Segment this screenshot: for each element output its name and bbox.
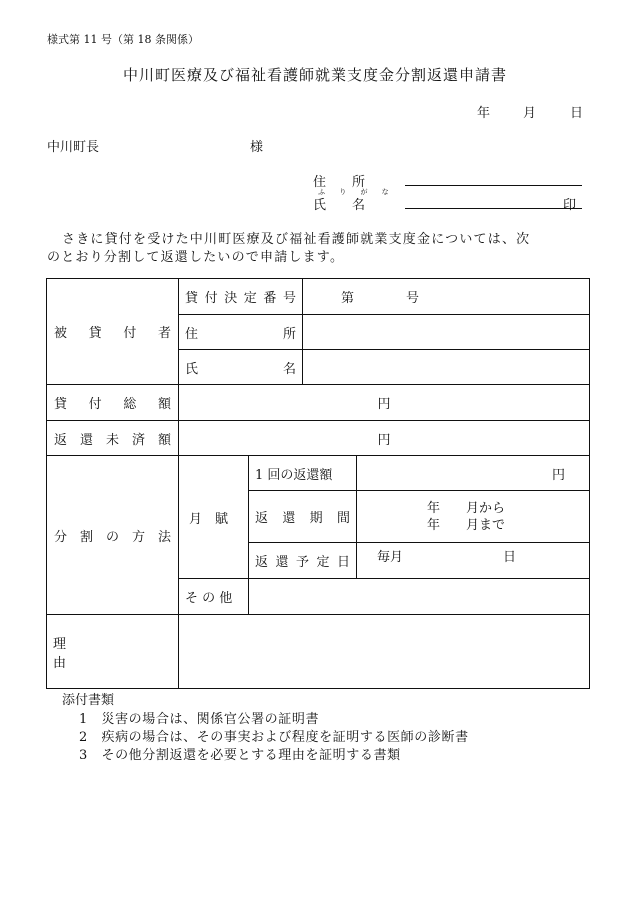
- page-title: 中川町医療及び福祉看護師就業支度金分割返還申請書: [122, 66, 507, 84]
- scheduled-day-field[interactable]: [357, 543, 590, 579]
- loan-decision-label: 貸付決定番号: [185, 291, 297, 306]
- addressee-name: 中川町長: [47, 140, 100, 155]
- applicant-address-label: 住 所: [313, 175, 366, 190]
- reason-label: 理 由: [53, 636, 171, 671]
- scheduled-day-label-cell: [249, 543, 357, 579]
- name-label: 氏名: [185, 361, 297, 377]
- total-loan-label: 貸 付 総 額: [54, 397, 171, 412]
- total-loan-label-cell: [47, 385, 179, 421]
- address-field[interactable]: [303, 315, 590, 350]
- loan-decision-label-cell: [179, 279, 303, 315]
- loan-no-dai: 第: [341, 291, 355, 306]
- date-day: 日: [570, 106, 584, 121]
- other-field[interactable]: [249, 579, 590, 615]
- attachments-heading: 添付書類: [62, 693, 115, 708]
- addressee-honorific: 様: [250, 140, 264, 155]
- attachment-item-1: 1 災害の場合は、関係官公署の証明書: [79, 712, 320, 727]
- unpaid-field[interactable]: [179, 421, 590, 456]
- date-year: 年: [477, 106, 491, 121]
- address-label-cell: [179, 315, 303, 350]
- unpaid-label: 返 還 未 済 額: [54, 432, 171, 448]
- form-number: 様式第 11 号（第 18 条関係）: [47, 33, 199, 46]
- name-label-cell: [179, 350, 303, 385]
- seal-mark: 印: [563, 198, 577, 213]
- borrower-label: 被 貸 付 者: [54, 326, 171, 341]
- reason-field[interactable]: [179, 615, 590, 689]
- applicant-name-line: [405, 208, 582, 209]
- method-label: 分 割 の 方 法: [54, 529, 171, 545]
- applicant-address-line: [405, 185, 582, 186]
- scheduled-day-unit: 日: [503, 550, 517, 565]
- per-payment-label: 1 回の返還額: [255, 467, 333, 483]
- monthly-label-cell: [179, 456, 249, 579]
- loan-no-go: 号: [406, 291, 420, 306]
- date-month: 月: [523, 106, 537, 121]
- other-label-cell: [179, 579, 249, 615]
- borrower-label-cell: [47, 279, 179, 385]
- address-label: 住所: [185, 326, 297, 342]
- attachment-item-3: 3 その他分割返還を必要とする理由を証明する書類: [79, 748, 401, 763]
- per-payment-label-cell: [249, 456, 357, 491]
- unpaid-label-cell: [47, 421, 179, 456]
- applicant-name-label: 氏 名: [313, 198, 366, 213]
- period-field[interactable]: [357, 491, 590, 543]
- per-payment-field[interactable]: [357, 456, 590, 491]
- method-label-cell: [47, 456, 179, 615]
- scheduled-day-label: 返 還 予 定 日: [255, 555, 351, 570]
- period-from: 年 月から: [427, 500, 506, 516]
- monthly-label: 月 賦: [189, 511, 229, 527]
- name-furigana: ふ り が な: [318, 188, 395, 196]
- reason-label-cell: [47, 615, 179, 689]
- period-label: 返 還 期 間: [255, 511, 351, 526]
- body-text-line-1: さきに貸付を受けた中川町医療及び福祉看護師就業支度金については、次: [62, 232, 531, 247]
- body-text-line-2: のとおり分割して返還したいので申請します。: [47, 250, 345, 265]
- total-loan-yen: 円: [377, 397, 391, 412]
- loan-decision-field[interactable]: [303, 279, 590, 315]
- attachment-item-2: 2 疾病の場合は、その事実および程度を証明する医師の診断書: [79, 730, 469, 745]
- name-field[interactable]: [303, 350, 590, 385]
- every-month-label: 毎月: [377, 550, 404, 565]
- application-table: [46, 278, 590, 689]
- period-label-cell: [249, 491, 357, 543]
- unpaid-yen: 円: [377, 432, 391, 448]
- total-loan-field[interactable]: [179, 385, 590, 421]
- other-label: そ の 他: [185, 591, 233, 606]
- per-payment-yen: 円: [552, 467, 566, 483]
- period-to: 年 月まで: [427, 517, 506, 533]
